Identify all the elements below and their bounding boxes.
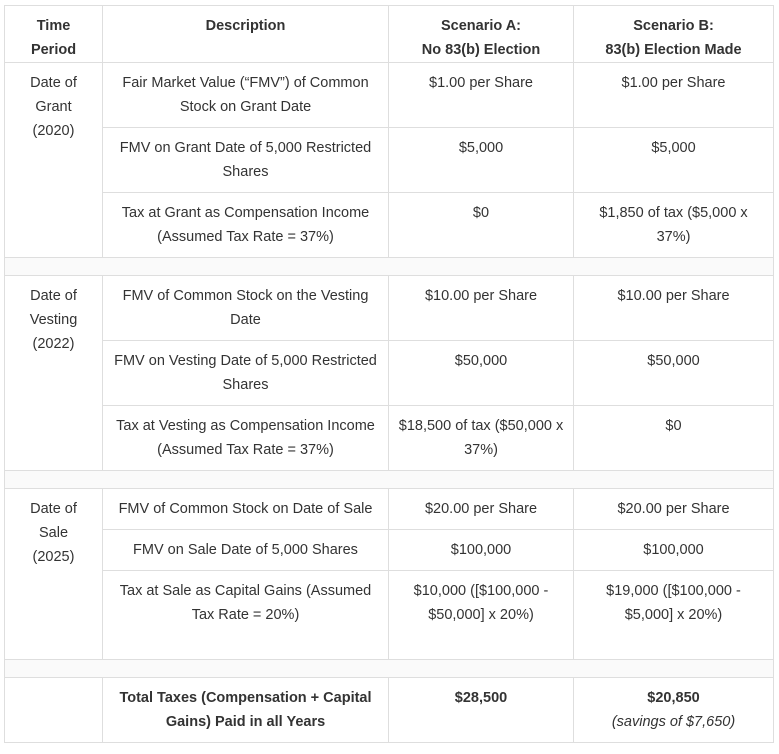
total-period-cell <box>5 678 103 743</box>
table-row <box>5 489 774 530</box>
table-row <box>5 341 774 406</box>
header-description: Description <box>103 6 389 63</box>
description-cell: FMV on Sale Date of 5,000 Shares <box>103 530 389 571</box>
header-row <box>5 6 774 63</box>
description-cell: FMV on Vesting Date of 5,000 Restricted Shares <box>103 341 389 406</box>
table-row <box>5 276 774 341</box>
scenario-b-cell: $19,000 ([$100,000 - $5,000] x 20%) <box>574 571 774 660</box>
table-row <box>5 406 774 471</box>
scenario-b-cell: $10.00 per Share <box>574 276 774 341</box>
total-description: Total Taxes (Compensation + Capital Gains) Paid in all Years <box>103 678 389 743</box>
scenario-b-cell: $1.00 per Share <box>574 63 774 128</box>
scenario-b-cell: $20.00 per Share <box>574 489 774 530</box>
scenario-a-cell: $10,000 ([$100,000 - $50,000] x 20%) <box>389 571 574 660</box>
scenario-b-cell: $100,000 <box>574 530 774 571</box>
scenario-b-cell: $0 <box>574 406 774 471</box>
description-cell: FMV of Common Stock on Date of Sale <box>103 489 389 530</box>
scenario-a-cell: $5,000 <box>389 128 574 193</box>
total-row <box>5 678 774 743</box>
description-cell: Tax at Grant as Compensation Income (Assumed Tax Rate = 37%) <box>103 193 389 258</box>
period-vesting: Date of Vesting (2022) <box>5 276 103 471</box>
tax-comparison-table <box>4 5 774 743</box>
spacer-row <box>5 258 774 276</box>
description-cell: Fair Market Value (“FMV”) of Common Stock on Grant Date <box>103 63 389 128</box>
scenario-a-cell: $18,500 of tax ($50,000 x 37%) <box>389 406 574 471</box>
header-scenario-a: Scenario A: No 83(b) Election <box>389 6 574 63</box>
scenario-a-cell: $20.00 per Share <box>389 489 574 530</box>
total-scenario-b-value: $20,850 <box>647 690 700 706</box>
scenario-b-cell: $1,850 of tax ($5,000 x 37%) <box>574 193 774 258</box>
scenario-a-cell: $50,000 <box>389 341 574 406</box>
spacer-row <box>5 660 774 678</box>
total-scenario-b <box>574 678 774 743</box>
table-row <box>5 530 774 571</box>
scenario-b-cell: $5,000 <box>574 128 774 193</box>
scenario-a-cell: $0 <box>389 193 574 258</box>
total-scenario-a: $28,500 <box>389 678 574 743</box>
description-cell: FMV of Common Stock on the Vesting Date <box>103 276 389 341</box>
table-row <box>5 193 774 258</box>
savings-note: (savings of $7,650) <box>611 714 736 730</box>
description-cell: Tax at Sale as Capital Gains (Assumed Tax Rate = 20%) <box>103 571 389 660</box>
description-cell: FMV on Grant Date of 5,000 Restricted Shares <box>103 128 389 193</box>
table-row <box>5 571 774 660</box>
scenario-a-cell: $100,000 <box>389 530 574 571</box>
scenario-b-cell: $50,000 <box>574 341 774 406</box>
period-sale: Date of Sale (2025) <box>5 489 103 660</box>
table-row <box>5 128 774 193</box>
table-row <box>5 63 774 128</box>
scenario-a-cell: $1.00 per Share <box>389 63 574 128</box>
header-scenario-b: Scenario B: 83(b) Election Made <box>574 6 774 63</box>
description-cell: Tax at Vesting as Compensation Income (Assumed Tax Rate = 37%) <box>103 406 389 471</box>
spacer-row <box>5 471 774 489</box>
header-time-period: Time Period <box>5 6 103 63</box>
scenario-a-cell: $10.00 per Share <box>389 276 574 341</box>
period-grant: Date of Grant (2020) <box>5 63 103 258</box>
